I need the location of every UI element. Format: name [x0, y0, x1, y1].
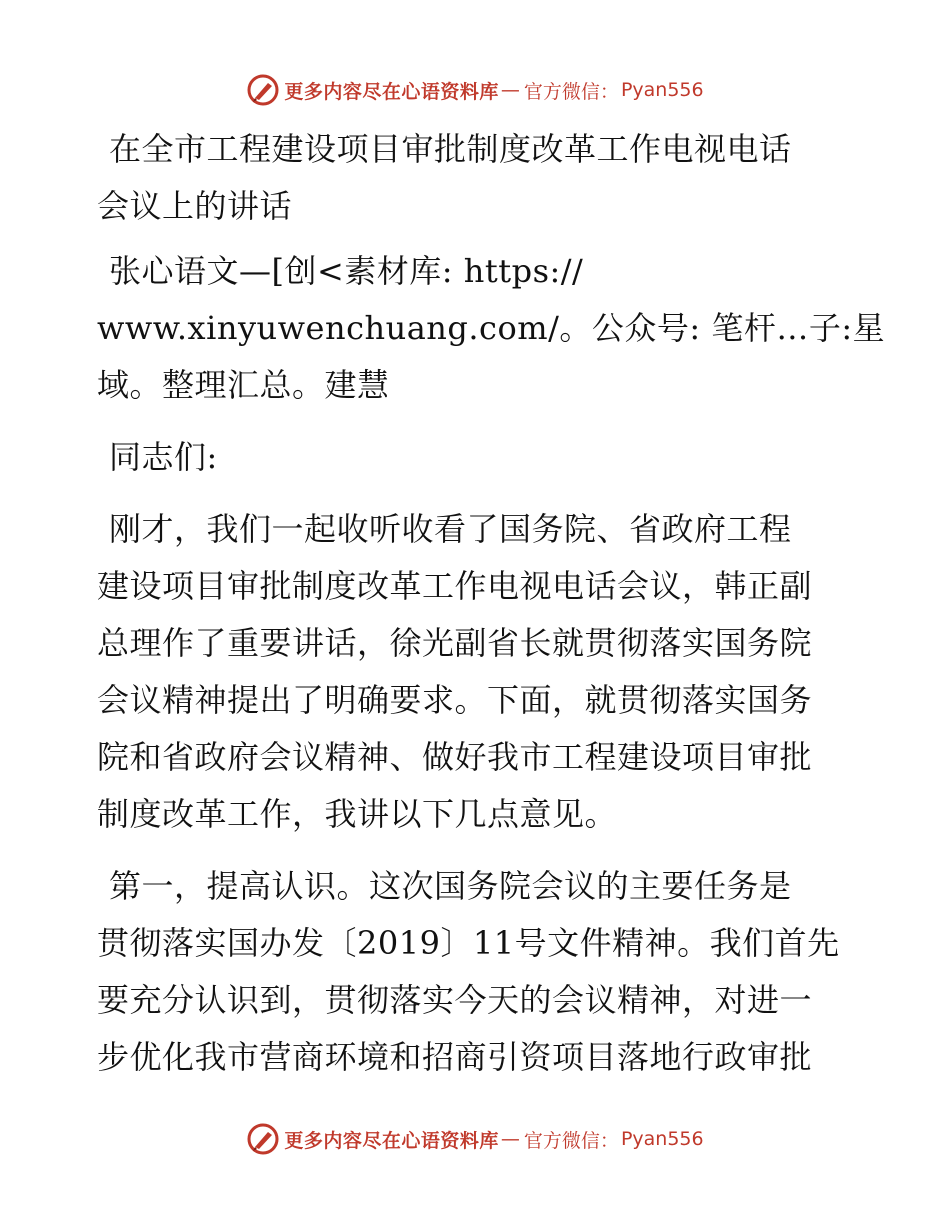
watermark-brand: 更多内容尽在心语资料库: [284, 1129, 499, 1152]
watermark-content: [246, 73, 703, 107]
watermark-separator: —: [500, 79, 520, 101]
paragraph-2-line-4: 步优化我市营商环境和招商引资项目落地行政审批: [97, 1038, 813, 1076]
doc-title-line-1: 在全市工程建设项目审批制度改革工作电视电话: [109, 130, 792, 168]
source-line-2: www.xinyuwenchuang.com/。公众号: 笔杆…子:星: [97, 309, 886, 347]
watermark-separator: —: [500, 1128, 520, 1150]
source-line-3: 域。整理汇总。建慧: [97, 366, 390, 404]
header-watermark-banner: [0, 70, 950, 110]
paragraph-1-line-5: 院和省政府会议精神、做好我市工程建设项目审批: [97, 738, 813, 776]
document-body: [97, 121, 886, 1086]
footer-watermark-banner: [0, 1119, 950, 1159]
paragraph-1-line-2: 建设项目审批制度改革工作电视电话会议，韩正副: [97, 567, 813, 605]
watermark-content: [246, 1122, 703, 1156]
pen-logo-icon: [246, 73, 280, 107]
paragraph-1-line-6: 制度改革工作，我讲以下几点意见。: [97, 795, 618, 833]
watermark-contact-id: Pyan556: [620, 79, 704, 101]
paragraph-1-line-1: 刚才，我们一起收听收看了国务院、省政府工程: [109, 510, 792, 548]
watermark-contact-id: Pyan556: [620, 1128, 704, 1150]
paragraph-1-line-3: 总理作了重要讲话，徐光副省长就贯彻落实国务院: [97, 624, 813, 662]
source-line-1: 张心语文—[创<素材库: https://: [109, 252, 584, 290]
paragraph-2-line-3: 要充分认识到，贯彻落实今天的会议精神，对进一: [97, 981, 813, 1019]
paragraph-2-line-1: 第一，提高认识。这次国务院会议的主要任务是: [109, 867, 792, 905]
watermark-contact-prefix: 官方微信：: [523, 1129, 619, 1152]
paragraph-2-line-2: 贯彻落实国办发〔2019〕11号文件精神。我们首先: [97, 924, 840, 962]
watermark-contact-prefix: 官方微信：: [523, 80, 619, 103]
pen-logo-icon: [246, 1122, 280, 1156]
doc-title-line-2: 会议上的讲话: [97, 187, 293, 225]
paragraph-1-line-4: 会议精神提出了明确要求。下面，就贯彻落实国务: [97, 681, 813, 719]
salutation: 同志们:: [109, 438, 218, 476]
watermark-brand: 更多内容尽在心语资料库: [284, 80, 499, 103]
